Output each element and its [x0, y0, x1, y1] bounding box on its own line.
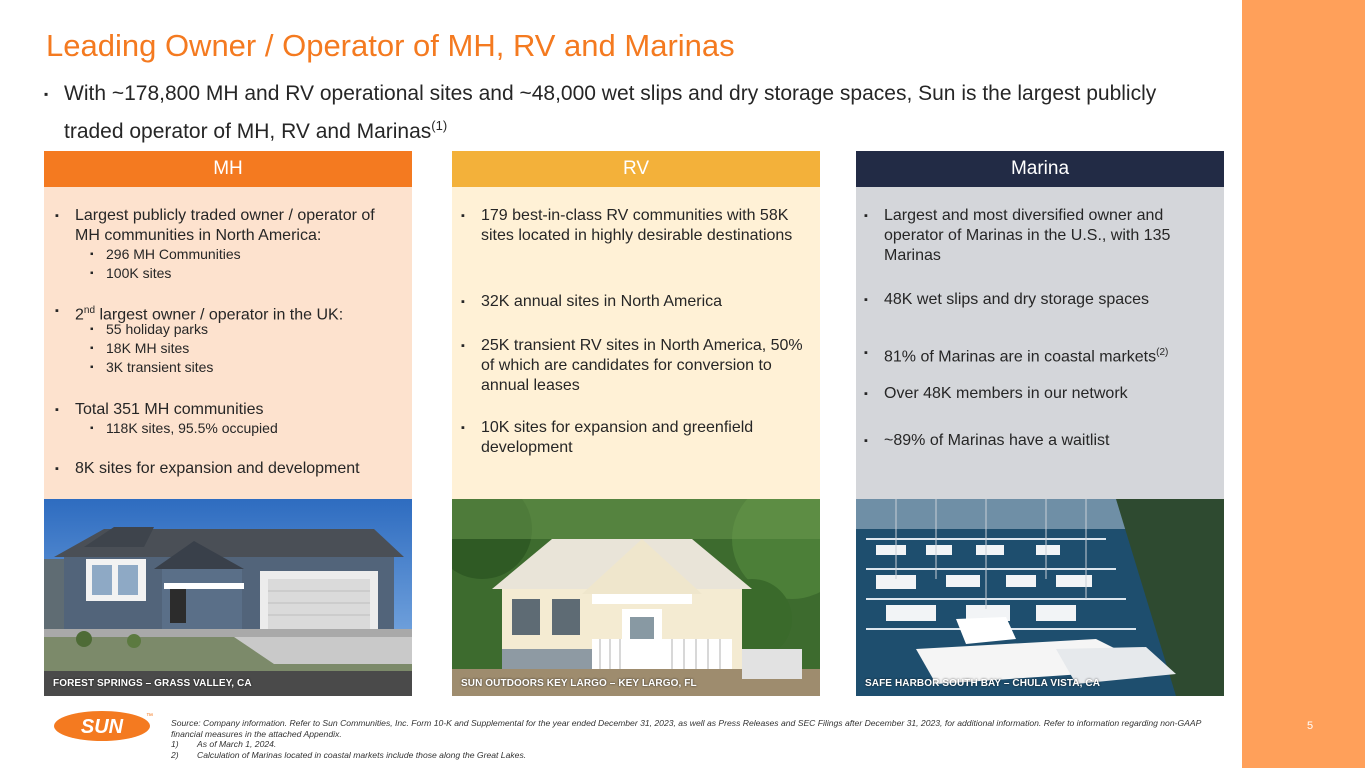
- rv-bullet-2: ▪ 32K annual sites in North America: [481, 292, 813, 312]
- mh-bullet-3: ▪ Total 351 MH communities: [75, 400, 405, 420]
- mh-sub-bullet: ▪ 55 holiday parks: [106, 320, 208, 339]
- marina-harbor-photo: [856, 499, 1224, 696]
- footnotes: [171, 718, 1231, 760]
- mh-sub-bullet: ▪ 118K sites, 95.5% occupied: [106, 419, 278, 438]
- mh-photo-caption: FOREST SPRINGS – GRASS VALLEY, CA: [53, 678, 252, 689]
- footnote-1: 1) As of March 1, 2024.: [171, 739, 277, 749]
- lead-text: With ~178,800 MH and RV operational sites and ~48,000 wet slips and dry storage spaces, Sun is the largest publicly traded operator of MH, RV and Marinas: [64, 82, 1157, 143]
- logo-trademark: ™: [146, 713, 153, 720]
- rv-bullet-1: ▪ 179 best-in-class RV communities with 58K sites located in highly desirable destinations: [481, 206, 813, 246]
- marina-header: Marina: [856, 151, 1224, 187]
- rv-body: [452, 187, 820, 499]
- lead-bullet: [44, 78, 1204, 148]
- mh-bullet-4: ▪ 8K sites for expansion and development: [75, 459, 405, 479]
- mh-body: [44, 187, 412, 499]
- marina-body: [856, 187, 1224, 499]
- source-note: Source: Company information. Refer to Sun Communities, Inc. Form 10-K and Supplemental for the year ended December 31, 2023, as well as Press Releases and SEC Filings after December 31, 2023, for additional information. Refer to information regarding non-GAAP financial measures in the attached Appendix.: [171, 718, 1202, 739]
- mh-header: MH: [44, 151, 412, 187]
- mh-bullet-2: ▪ 2nd largest owner / operator in the UK:: [75, 301, 405, 325]
- marina-bullet-1: ▪ Largest and most diversified owner and operator of Marinas in the U.S., with 135 Marinas: [884, 206, 1206, 266]
- mh-sub-bullet: ▪ 100K sites: [106, 264, 171, 283]
- mh-house-photo: [44, 499, 412, 696]
- slide-title: Leading Owner / Operator of MH, RV and Marinas: [46, 28, 735, 63]
- rv-bullet-4: ▪ 10K sites for expansion and greenfield development: [481, 418, 801, 458]
- mh-column: [44, 151, 412, 696]
- right-accent-bar: [1242, 0, 1365, 768]
- sun-logo: [52, 708, 162, 744]
- mh-sub-bullet: ▪ 296 MH Communities: [106, 245, 241, 264]
- marina-photo-caption: SAFE HARBOR SOUTH BAY – CHULA VISTA, CA: [865, 678, 1101, 689]
- rv-column: [452, 151, 820, 696]
- marina-bullet-5: ▪ ~89% of Marinas have a waitlist: [884, 431, 1214, 451]
- rv-bullet-3: ▪ 25K transient RV sites in North America, 50% of which are candidates for conversion to annual leases: [481, 336, 817, 396]
- mh-bullet-1: ▪ Largest publicly traded owner / operator of MH communities in North America:: [75, 206, 395, 246]
- mh-sub-bullet: ▪ 3K transient sites: [106, 358, 213, 377]
- logo-text: SUN: [80, 716, 124, 738]
- bullet-square-icon: ▪: [44, 87, 49, 101]
- lead-footnote-ref: (1): [431, 118, 448, 133]
- page-number: 5: [1307, 720, 1314, 732]
- mh-sub-bullet: ▪ 18K MH sites: [106, 339, 189, 358]
- rv-cottage-photo: [452, 499, 820, 696]
- marina-column: [856, 151, 1224, 696]
- rv-header: RV: [452, 151, 820, 187]
- marina-bullet-4: ▪ Over 48K members in our network: [884, 384, 1214, 404]
- marina-bullet-2: ▪ 48K wet slips and dry storage spaces: [884, 290, 1214, 310]
- rv-photo-caption: SUN OUTDOORS KEY LARGO – KEY LARGO, FL: [461, 678, 697, 689]
- marina-bullet-3: ▪ 81% of Marinas are in coastal markets$^{(2)}$: [884, 343, 1214, 367]
- footnote-2: 2) Calculation of Marinas located in coastal markets include those along the Great Lakes.: [171, 749, 527, 760]
